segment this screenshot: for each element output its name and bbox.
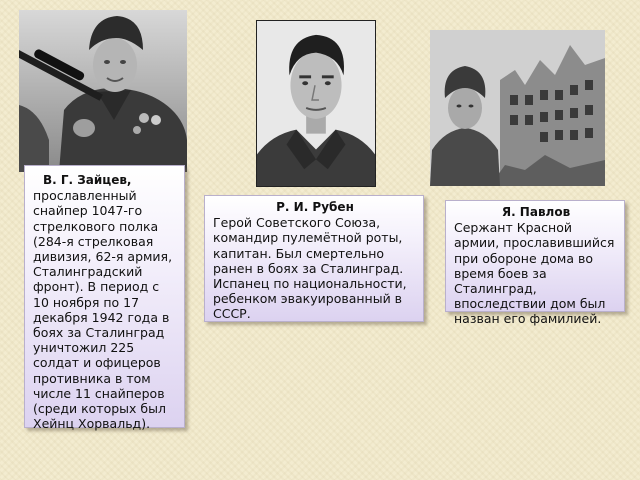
- person-description-zaitsev: прославленный снайпер 1047-го стрелкового полка (284-я стрелковая дивизия, 62-я армия, Сталинградский фронт). В период с 10 ноября по 17 декабря 1942 года в боях за Сталинград уничтожил 225 солдат и офицеров противника в том числе 11 снайперов (среди которых был Хейнц Хорвальд).: [33, 188, 173, 432]
- person-description-ruben: Герой Советского Союза, командир пулемётной роты, капитан. Был смертельно ранен в боях за Сталинград. Испанец по национальности, ребенком эвакуированный в СССР.: [213, 215, 407, 322]
- photo-ruben: [256, 20, 376, 187]
- person-name-pavlov: Я. Павлов: [501, 205, 571, 219]
- caption-card-zaitsev: [24, 165, 185, 432]
- photo-pavlov: [430, 30, 605, 186]
- person-name-zaitsev: В. Г. Зайцев,: [43, 173, 132, 187]
- photo-zaitsev: [19, 10, 187, 172]
- person-name-ruben: Р. И. Рубен: [276, 200, 354, 214]
- person-description-pavlov: Сержант Красной армии, прославившийся при обороне дома во время боев за Сталинград, впоследствии дом был назван его фамилией.: [454, 220, 615, 327]
- caption-card-pavlov: [445, 200, 625, 327]
- caption-card-ruben: [204, 195, 424, 322]
